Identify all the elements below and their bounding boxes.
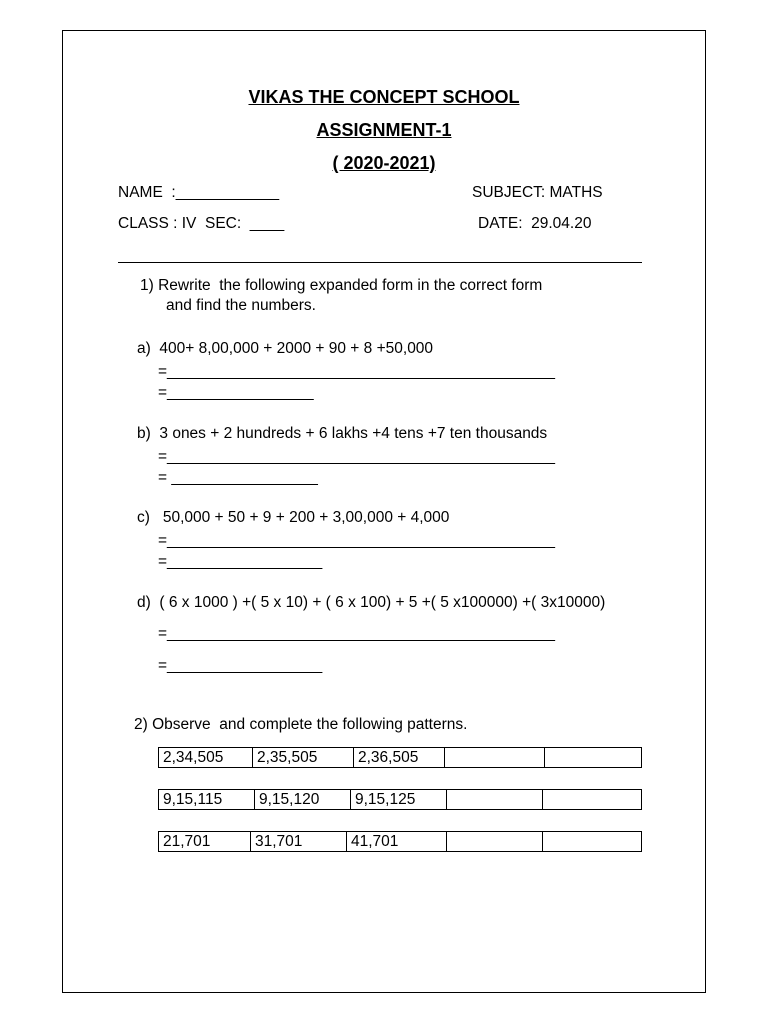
question-2: 2) Observe and complete the following patterns. — [134, 716, 468, 733]
class-field: CLASS : IV SEC: ____ — [118, 215, 285, 232]
table-cell: 21,701 — [159, 832, 251, 852]
table-cell-blank[interactable] — [545, 748, 642, 768]
table-cell-blank[interactable] — [543, 790, 642, 810]
table-cell: 2,36,505 — [354, 748, 445, 768]
date-field: DATE: 29.04.20 — [478, 215, 592, 232]
question-1-line1: 1) Rewrite the following expanded form in the correct form — [140, 277, 543, 294]
table-row — [159, 832, 642, 852]
table-cell: 2,34,505 — [159, 748, 253, 768]
pattern-table-1 — [158, 747, 642, 768]
table-cell: 9,15,115 — [159, 790, 255, 810]
school-name: VIKAS THE CONCEPT SCHOOL — [248, 87, 520, 107]
question-1-line2: and find the numbers. — [166, 297, 316, 314]
table-cell-blank[interactable] — [447, 832, 543, 852]
table-cell: 9,15,125 — [351, 790, 447, 810]
answer-1d-line2: =__________________ — [158, 657, 323, 674]
header-divider — [118, 262, 642, 263]
table-cell-blank[interactable] — [447, 790, 543, 810]
table-cell: 41,701 — [347, 832, 447, 852]
answer-1a-line1: =_____________________________________________ — [158, 363, 555, 380]
answer-1c-line1: =_____________________________________________ — [158, 532, 555, 549]
table-cell: 2,35,505 — [253, 748, 354, 768]
question-1b: b) 3 ones + 2 hundreds + 6 lakhs +4 tens +7 ten thousands — [137, 425, 548, 442]
answer-1b-line2: = _________________ — [158, 469, 318, 486]
question-1c: c) 50,000 + 50 + 9 + 200 + 3,00,000 + 4,000 — [137, 509, 450, 526]
answer-1b-line1: =_____________________________________________ — [158, 448, 555, 465]
answer-1c-line2: =__________________ — [158, 553, 323, 570]
name-field: NAME :____________ — [118, 184, 280, 201]
academic-year: ( 2020-2021) — [332, 153, 436, 173]
subject-field: SUBJECT: MATHS — [472, 184, 603, 201]
answer-1d-line1: =_____________________________________________ — [158, 625, 555, 642]
table-cell-blank[interactable] — [543, 832, 642, 852]
table-cell: 31,701 — [251, 832, 347, 852]
question-1d: d) ( 6 x 1000 ) +( 5 x 10) + ( 6 x 100) + 5 +( 5 x100000) +( 3x10000) — [137, 594, 606, 611]
question-1a: a) 400+ 8,00,000 + 2000 + 90 + 8 +50,000 — [137, 340, 434, 357]
table-row — [159, 790, 642, 810]
table-cell-blank[interactable] — [445, 748, 545, 768]
assignment-title: ASSIGNMENT-1 — [316, 120, 452, 140]
pattern-table-3 — [158, 831, 642, 852]
table-cell: 9,15,120 — [255, 790, 351, 810]
table-row — [159, 748, 642, 768]
answer-1a-line2: =_________________ — [158, 384, 314, 401]
pattern-table-2 — [158, 789, 642, 810]
